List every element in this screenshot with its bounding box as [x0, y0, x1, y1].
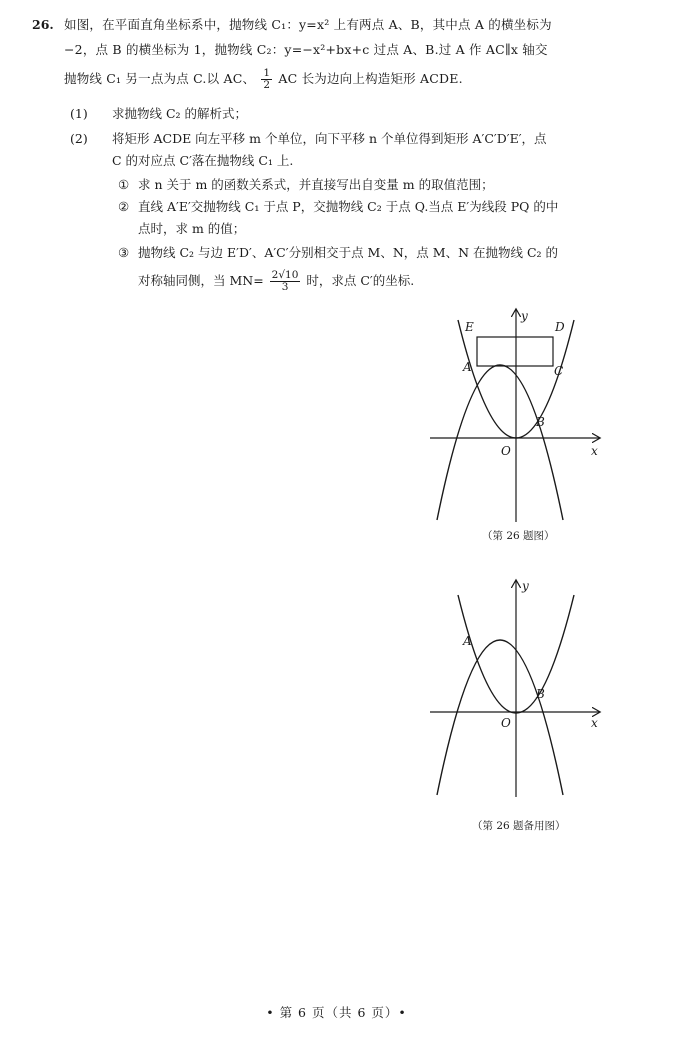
page-footer: • 第 6 页（共 6 页）•: [266, 1005, 407, 1020]
fraction-half-numerator: 1: [263, 67, 271, 79]
fraction-mn-denominator: 3: [281, 281, 289, 293]
question-line-3-before: 抛物线 C₁ 另一点为点 C.以 AC、: [64, 71, 256, 86]
part-1-text: 求抛物线 C₂ 的解析式；: [112, 106, 248, 121]
label-D: D: [555, 320, 565, 334]
sub-2-text-1: 直线 A′E′交抛物线 C₁ 于点 P，交抛物线 C₂ 于点 Q.当点 E′为线段 PQ 的中: [138, 199, 559, 214]
part-2-text-2: C 的对应点 C′落在抛物线 C₁ 上.: [112, 153, 294, 168]
question-line-1: 如图，在平面直角坐标系中，抛物线 C₁：y=x² 上有两点 A、B，其中点 A 的横坐标为: [64, 17, 552, 32]
question-line-3: [64, 68, 644, 91]
sub-2-marker: ②: [118, 199, 130, 214]
fraction-half-denominator: 2: [263, 79, 271, 91]
figure-1-caption: （第 26 题图）: [482, 530, 555, 542]
parabola-c2: [437, 640, 563, 795]
part-2-label: (2): [70, 131, 88, 146]
label-y: y: [521, 309, 528, 323]
figure-2-caption: （第 26 题备用图）: [472, 820, 566, 832]
question-number: 26.: [32, 17, 54, 32]
figure-2-diagram: [425, 575, 605, 800]
sub-3-marker: ③: [118, 245, 130, 260]
parabola-c2: [437, 365, 563, 520]
label-O: O: [501, 444, 511, 458]
part-2-text-1: 将矩形 ACDE 向左平移 m 个单位，向下平移 n 个单位得到矩形 A′C′D′E′，点: [112, 131, 547, 146]
label-O: O: [501, 716, 511, 730]
figure-1-diagram: [425, 300, 605, 525]
label-A: A: [463, 634, 472, 648]
label-y: y: [522, 579, 529, 593]
sub-1-text: 求 n 关于 m 的函数关系式，并直接写出自变量 m 的取值范围；: [138, 177, 494, 192]
fraction-mn-numerator: 2√10: [271, 269, 299, 281]
part-1-label: (1): [70, 106, 88, 121]
label-B: B: [536, 687, 545, 701]
label-C: C: [554, 364, 564, 378]
sub-1-marker: ①: [118, 177, 130, 192]
label-x: x: [591, 716, 598, 730]
label-B: B: [536, 415, 545, 429]
question-line-2: −2，点 B 的横坐标为 1，抛物线 C₂：y=−x²+bx+c 过点 A、B.过 A 作 AC∥x 轴交: [64, 42, 548, 57]
sub-3-text-2: [138, 270, 414, 293]
sub-2-text-2: 点时，求 m 的值；: [138, 221, 246, 236]
label-A: A: [463, 360, 472, 374]
rectangle-acde: [477, 337, 553, 366]
label-E: E: [465, 320, 474, 334]
sub-3-text-2-after: 时，求点 C′的坐标.: [306, 273, 415, 288]
label-x: x: [591, 444, 598, 458]
sub-3-text-2-before: 对称轴同侧，当 MN=: [138, 273, 264, 288]
question-line-3-after: AC 长为边向上构造矩形 ACDE.: [278, 71, 463, 86]
sub-3-text-1: 抛物线 C₂ 与边 E′D′、A′C′分别相交于点 M、N，点 M、N 在抛物线 C₂ 的: [138, 245, 559, 260]
fraction-half: [261, 68, 272, 91]
fraction-mn: [270, 270, 301, 293]
